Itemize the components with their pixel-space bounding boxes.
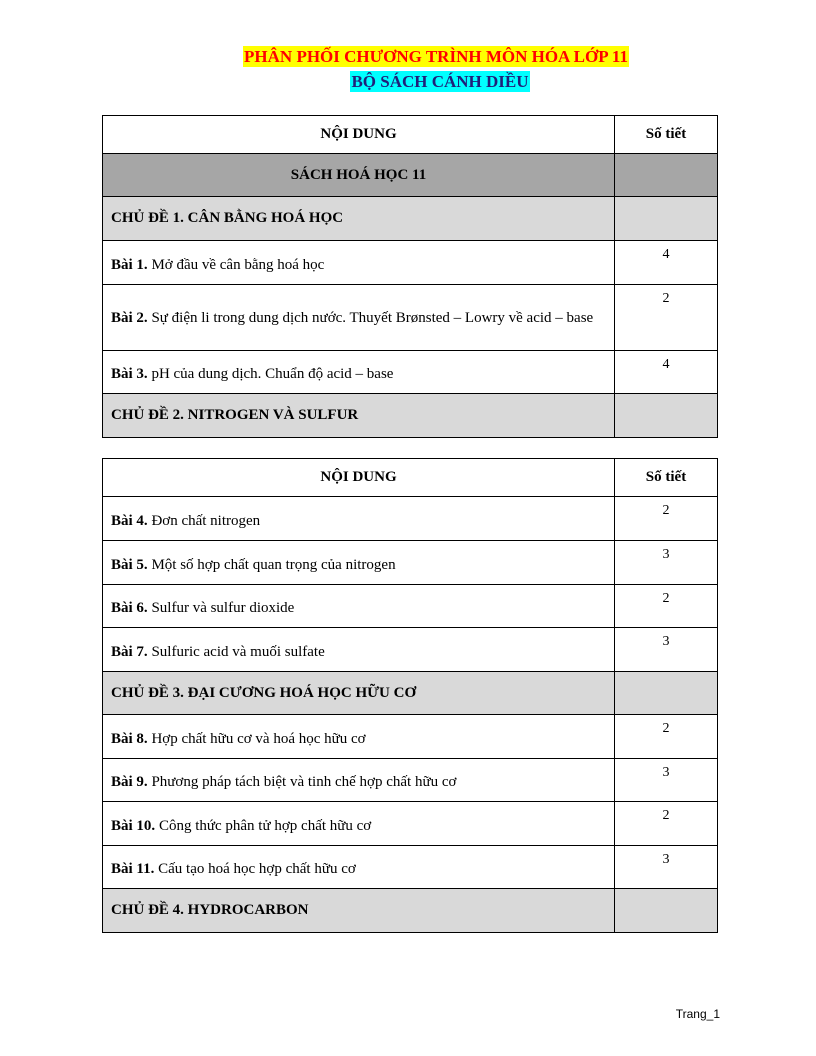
syllabus-table-1 <box>102 115 718 438</box>
lesson-name: Sulfur và sulfur dioxide <box>147 600 295 616</box>
table-header-row <box>103 116 718 154</box>
topic-periods <box>615 394 718 438</box>
document-subtitle <box>32 72 816 92</box>
topic-row <box>103 394 718 438</box>
lesson-periods: 2 <box>615 802 718 846</box>
table-row <box>103 351 718 394</box>
topic-periods <box>615 889 718 933</box>
lesson-number: Bài 1. <box>111 257 148 273</box>
topic-periods <box>615 197 718 241</box>
header-content: NỘI DUNG <box>103 116 615 154</box>
lesson-name: Cấu tạo hoá học hợp chất hữu cơ <box>154 861 356 877</box>
table-row <box>103 541 718 585</box>
header-periods: Số tiết <box>615 116 718 154</box>
lesson-title <box>103 715 615 759</box>
syllabus-table-2 <box>102 458 718 933</box>
lesson-periods: 2 <box>615 285 718 351</box>
lesson-number: Bài 10. <box>111 818 156 834</box>
lesson-number: Bài 9. <box>111 774 148 790</box>
lesson-number: Bài 2. <box>111 309 148 326</box>
topic-periods <box>615 672 718 715</box>
lesson-number: Bài 11. <box>111 861 155 877</box>
topic-row <box>103 889 718 933</box>
lesson-number: Bài 4. <box>111 513 148 529</box>
lesson-name: Mở đầu về cân bằng hoá học <box>147 257 325 273</box>
lesson-name: Sulfuric acid và muối sulfate <box>147 644 325 660</box>
lesson-periods: 4 <box>615 351 718 394</box>
lesson-number: Bài 8. <box>111 731 148 747</box>
table-row <box>103 241 718 285</box>
topic-title: CHỦ ĐỀ 3. ĐẠI CƯƠNG HOÁ HỌC HỮU CƠ <box>103 672 615 715</box>
table-row <box>103 628 718 672</box>
lesson-number: Bài 5. <box>111 557 148 573</box>
lesson-number: Bài 7. <box>111 644 148 660</box>
lesson-name: Sự điện li trong dung dịch nước. Thuyết Brønsted – Lowry về acid – base <box>147 309 594 326</box>
table-header-row <box>103 459 718 497</box>
lesson-number: Bài 3. <box>111 366 148 382</box>
lesson-title <box>103 285 615 351</box>
lesson-title <box>103 802 615 846</box>
topic-title: CHỦ ĐỀ 2. NITROGEN VÀ SULFUR <box>103 394 615 438</box>
lesson-name: pH của dung dịch. Chuẩn độ acid – base <box>147 366 394 382</box>
lesson-periods: 3 <box>615 846 718 889</box>
lesson-name: Phương pháp tách biệt và tinh chế hợp chất hữu cơ <box>147 774 457 790</box>
lesson-title <box>103 351 615 394</box>
lesson-name: Một số hợp chất quan trọng của nitrogen <box>147 557 396 573</box>
lesson-title <box>103 759 615 802</box>
lesson-title <box>103 628 615 672</box>
book-row <box>103 154 718 197</box>
lesson-periods: 2 <box>615 715 718 759</box>
lesson-title <box>103 497 615 541</box>
lesson-title <box>103 585 615 628</box>
table-row <box>103 759 718 802</box>
page-number: Trang_1 <box>675 1007 720 1021</box>
lesson-periods: 2 <box>615 585 718 628</box>
title-line-2: BỘ SÁCH CÁNH DIỀU <box>351 72 529 91</box>
table-row <box>103 497 718 541</box>
lesson-title <box>103 541 615 585</box>
lesson-periods: 2 <box>615 497 718 541</box>
header-content: NỘI DUNG <box>103 459 615 497</box>
title-line-1: PHÂN PHỐI CHƯƠNG TRÌNH MÔN HÓA LỚP 11 <box>244 47 628 66</box>
header-periods: Số tiết <box>615 459 718 497</box>
lesson-name: Công thức phân tử hợp chất hữu cơ <box>155 818 372 834</box>
table-row <box>103 802 718 846</box>
lesson-number: Bài 6. <box>111 600 148 616</box>
topic-row <box>103 197 718 241</box>
lesson-name: Đơn chất nitrogen <box>147 513 261 529</box>
lesson-periods: 4 <box>615 241 718 285</box>
lesson-periods: 3 <box>615 541 718 585</box>
table-row <box>103 846 718 889</box>
book-periods <box>615 154 718 197</box>
lesson-periods: 3 <box>615 628 718 672</box>
topic-title: CHỦ ĐỀ 1. CÂN BẰNG HOÁ HỌC <box>103 197 615 241</box>
lesson-title <box>103 241 615 285</box>
topic-row <box>103 672 718 715</box>
table-row <box>103 585 718 628</box>
lesson-title <box>103 846 615 889</box>
topic-title: CHỦ ĐỀ 4. HYDROCARBON <box>103 889 615 933</box>
table-row <box>103 285 718 351</box>
book-title: SÁCH HOÁ HỌC 11 <box>103 154 615 197</box>
lesson-name: Hợp chất hữu cơ và hoá học hữu cơ <box>147 731 366 747</box>
lesson-periods: 3 <box>615 759 718 802</box>
document-title <box>28 47 816 67</box>
table-row <box>103 715 718 759</box>
